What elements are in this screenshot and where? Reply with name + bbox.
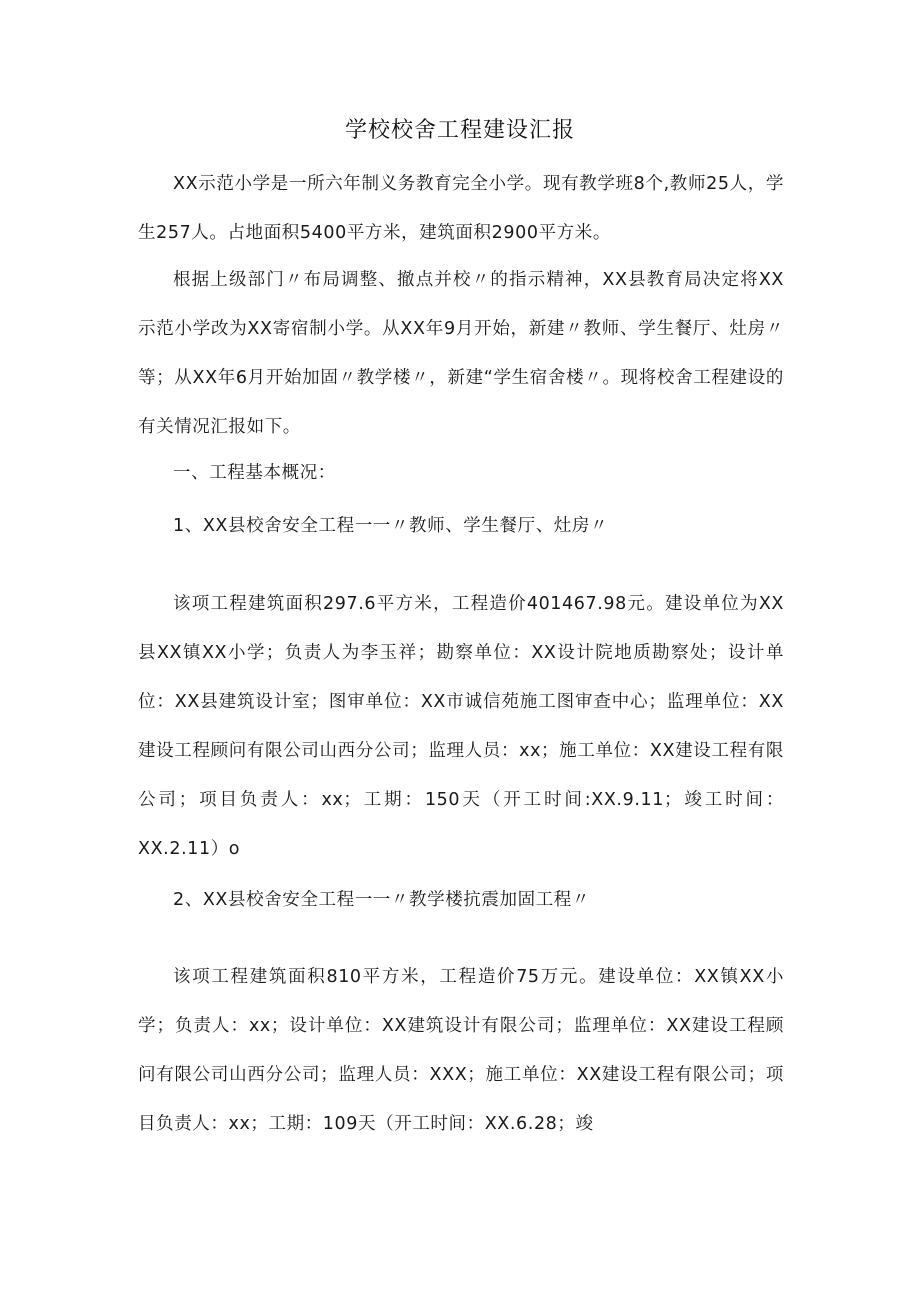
paragraph-background: 根据上级部门〃布局调整、撤点并校〃的指示精神，XX县教育局决定将XX示范小学改为XX寄宿制小学。从XX年9月开始，新建〃教师、学生餐厅、灶房〃等；从XX年6月开始加固〃教学楼〃，新建“学生宿舍楼〃。现将校舍工程建设的有关情况汇报如下。 <box>138 270 784 437</box>
paragraph-project-1: 该项工程建筑面积297.6平方米，工程造价401467.98元。建设单位为XX县XX镇XX小学；负责人为李玉祥；勘察单位：XX设计院地质勘察处；设计单位：XX县建筑设计室；图审单位：XX市诚信苑施工图审查中心；监理单位：XX建设工程顾问有限公司山西分公司；监理人员：xx；施工单位：XX建设工程有限公司；项目负责人：xx；工期：150天（开工时间:XX.9.11；竣工时间：XX.2.11）o <box>138 594 784 859</box>
document-title: 学校校舍工程建设汇报 <box>344 118 575 143</box>
subheading-project-1: 1、XX县校舍安全工程一一〃教师、学生餐厅、灶房〃 <box>173 516 609 536</box>
section-heading-overview: 一、工程基本概况： <box>173 463 336 483</box>
subheading-project-2: 2、XX县校舍安全工程一一〃教学楼抗震加固工程〃 <box>173 890 591 910</box>
paragraph-intro: XX示范小学是一所六年制义务教育完全小学。现有教学班8个,教师25人，学生257人。占地面积5400平方米，建筑面积2900平方米。 <box>138 174 784 243</box>
paragraph-project-2: 该项工程建筑面积810平方米，工程造价75万元。建设单位：XX镇XX小学；负责人：xx；设计单位：XX建筑设计有限公司；监理单位：XX建设工程顾问有限公司山西分公司；监理人员：XXX；施工单位：XX建设工程有限公司；项目负责人：xx；工期：109天（开工时间：XX.6.28；竣 <box>138 967 784 1134</box>
